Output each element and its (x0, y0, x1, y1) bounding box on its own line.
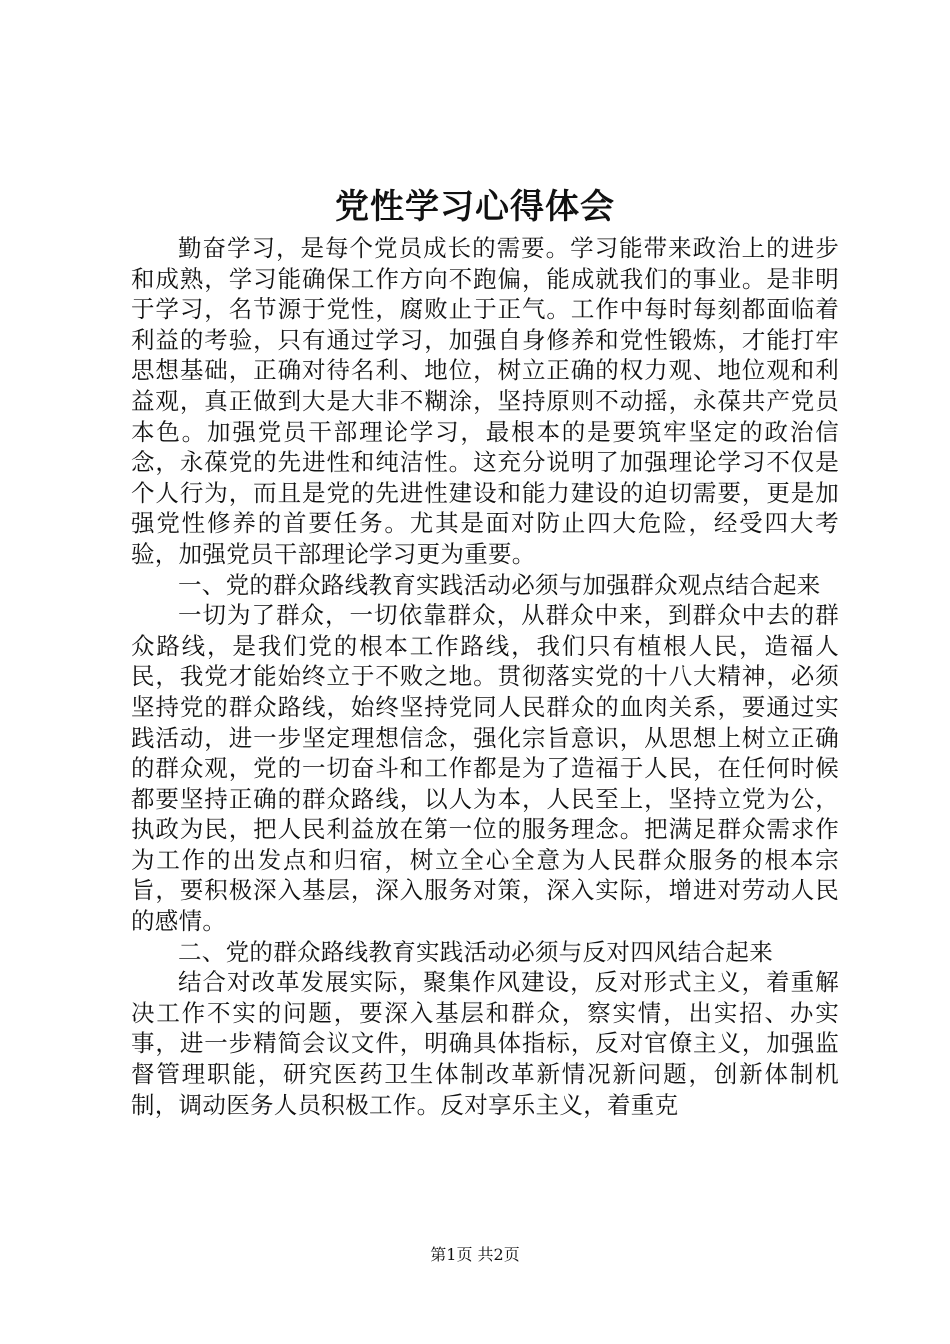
section-heading-1: 一、党的群众路线教育实践活动必须与加强群众观点结合起来 (178, 570, 821, 599)
paragraph-section-2: 结合对改革发展实际，聚集作风建设，反对形式主义，着重解决工作不实的问题，要深入基层和群众，察实情，出实招、办实事，进一步精简会议文件，明确具体指标，反对官僚主义，加强监督管理职能，研究医药卫生体制改革新情况新问题，创新体制机制，调动医务人员积极工作。反对享乐主义，着重克 (131, 968, 839, 1119)
paragraph-intro: 勤奋学习，是每个党员成长的需要。学习能带来政治上的进步和成熟，学习能确保工作方向不跑偏，能成就我们的事业。是非明于学习，名节源于党性，腐败止于正气。工作中每时每刻都面临着利益的考验，只有通过学习，加强自身修养和党性锻炼，才能打牢思想基础，正确对待名利、地位，树立正确的权力观、地位观和利益观，真正做到大是大非不糊涂，坚持原则不动摇，永葆共产党员本色。加强党员干部理论学习，最根本的是要筑牢坚定的政治信念，永葆党的先进性和纯洁性。这充分说明了加强理论学习不仅是个人行为，而且是党的先进性建设和能力建设的迫切需要，更是加强党性修养的首要任务。尤其是面对防止四大危险，经受四大考验，加强党员干部理论学习更为重要。 (131, 234, 839, 568)
document-title: 党性学习心得体会 (335, 187, 615, 227)
section-heading-2: 二、党的群众路线教育实践活动必须与反对四风结合起来 (178, 937, 773, 966)
paragraph-section-1: 一切为了群众，一切依靠群众，从群众中来，到群众中去的群众路线，是我们党的根本工作路线，我们只有植根人民，造福人民，我党才能始终立于不败之地。贯彻落实党的十八大精神，必须坚持党的群众路线，始终坚持党同人民群众的血肉关系，要通过实践活动，进一步坚定理想信念，强化宗旨意识，从思想上树立正确的群众观，党的一切奋斗和工作都是为了造福于人民，在任何时候都要坚持正确的群众路线，以人为本，人民至上，坚持立党为公，执政为民，把人民利益放在第一位的服务理念。把满足群众需求作为工作的出发点和归宿，树立全心全意为人民群众服务的根本宗旨，要积极深入基层，深入服务对策，深入实际，增进对劳动人民的感情。 (131, 601, 839, 936)
document-body (131, 233, 839, 1120)
page-number-footer: 第1页 共2页 (430, 1245, 520, 1264)
